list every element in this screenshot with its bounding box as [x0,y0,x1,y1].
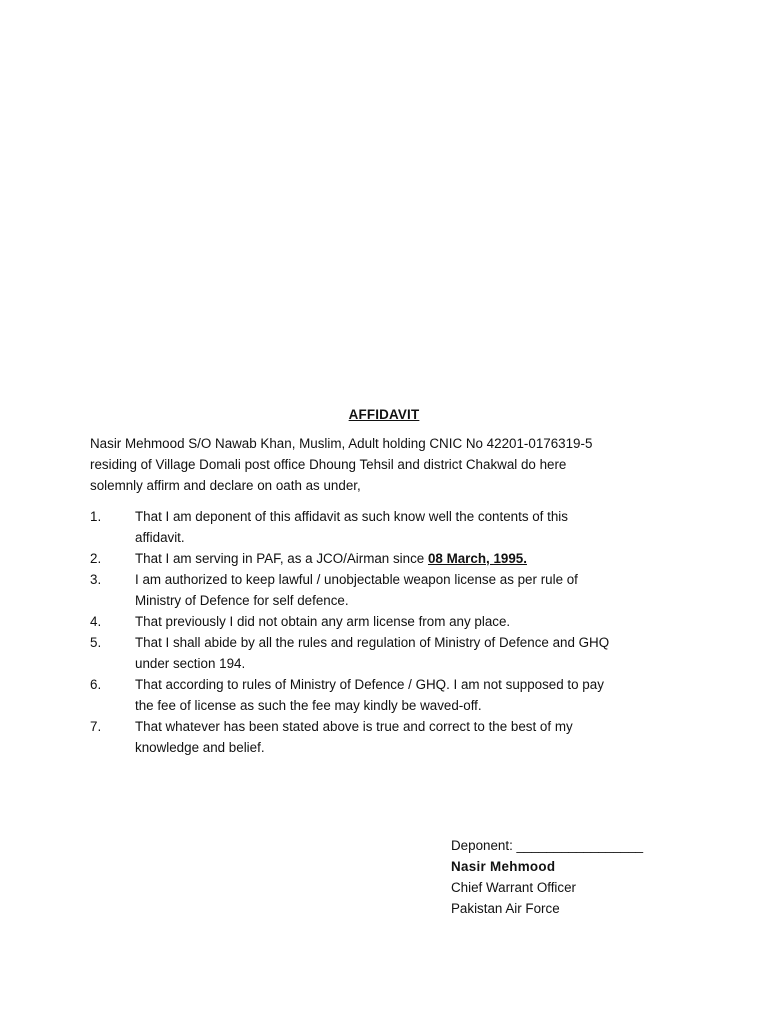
list-item-line: affidavit. [135,530,185,545]
list-item-number: 6. [90,677,102,692]
list-item-text: That I am serving in PAF, as a JCO/Airman since [135,551,428,566]
list-item-number: 2. [90,551,102,566]
list-item [90,611,690,632]
list-item-line: I am authorized to keep lawful / unobjectable weapon license as per rule of [135,572,578,587]
intro-line: Nasir Mehmood S/O Nawab Khan, Muslim, Adult holding CNIC No 42201-0176319-5 [90,436,593,451]
list-item [90,506,690,548]
list-item-number: 3. [90,572,102,587]
deponent-name: Nasir Mehmood [451,859,556,874]
list-item-number: 1. [90,509,102,524]
list-item-line [135,548,690,569]
list-item-line: That previously I did not obtain any arm license from any place. [135,614,511,629]
list-item-line: That I shall abide by all the rules and regulation of Ministry of Defence and GHQ [135,635,610,650]
deponent-service: Pakistan Air Force [451,901,560,916]
deponent-signature-line: Deponent: _________________ [451,838,644,853]
list-item [90,716,690,758]
intro-line: solemnly affirm and declare on oath as under, [90,478,361,493]
list-item-number: 4. [90,614,102,629]
deponent-rank: Chief Warrant Officer [451,880,577,895]
declaration-list [90,506,690,758]
intro-paragraph [90,433,690,496]
list-item-line: under section 194. [135,656,246,671]
list-item-line: That according to rules of Ministry of Defence / GHQ. I am not supposed to pay [135,677,604,692]
list-item-number: 5. [90,635,102,650]
list-item-line: Ministry of Defence for self defence. [135,593,349,608]
list-item [90,674,690,716]
list-item [90,548,690,569]
list-item [90,569,690,611]
intro-line: residing of Village Domali post office Dhoung Tehsil and district Chakwal do here [90,457,567,472]
list-item-line: the fee of license as such the fee may kindly be waved-off. [135,698,482,713]
list-item-line: That whatever has been stated above is true and correct to the best of my [135,719,573,734]
service-date: 08 March, 1995. [427,551,527,566]
list-item-line: That I am deponent of this affidavit as such know well the contents of this [135,509,568,524]
list-item [90,632,690,674]
list-item-line: knowledge and belief. [135,740,265,755]
list-item-number: 7. [90,719,102,734]
signature-block [451,835,643,919]
document-title: AFFIDAVIT [348,407,420,422]
